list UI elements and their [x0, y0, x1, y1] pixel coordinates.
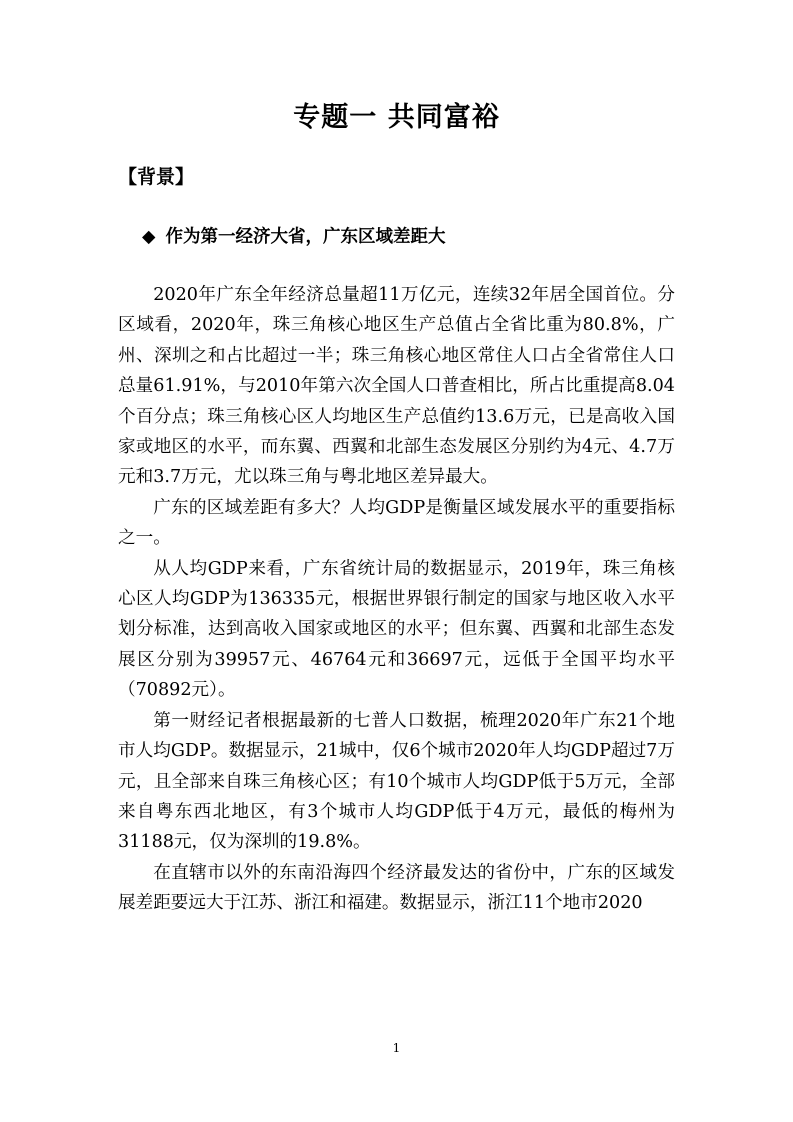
bullet-heading	[142, 222, 445, 252]
paragraph: 从人均GDP来看，广东省统计局的数据显示，2019年，珠三角核心区人均GDP为136335元，根据世界银行制定的国家与地区收入水平划分标准，达到高收入国家或地区的水平；但东翼、西翼和北部生态发展区分别为39957元、46764元和36697元，远低于全国平均水平（70892元）。	[118, 558, 675, 701]
paragraph: 2020年广东全年经济总量超11万亿元，连续32年居全国首位。分区域看，2020年，珠三角核心地区生产总值占全省比重为80.8%，广州、深圳之和占比超过一半；珠三角核心地区常住人口占全省常住人口总量61.91%，与2010年第六次全国人口普查相比，所占比重提高8.04个百分点；珠三角核心区人均地区生产总值约13.6万元，已是高收入国家或地区的水平，而东翼、西翼和北部生态发展区分别约为4元、4.7万元和3.7万元，尤以珠三角与粤北地区差异最大。	[118, 285, 675, 488]
paragraph: 在直辖市以外的东南沿海四个经济最发达的省份中，广东的区域发展差距要远大于江苏、浙江和福建。数据显示，浙江11个地市2020	[118, 862, 675, 914]
body-text	[118, 280, 675, 919]
bullet-heading-text: 作为第一经济大省，广东区域差距大	[165, 227, 446, 247]
document-title: 专题一 共同富裕	[293, 102, 500, 133]
diamond-bullet-icon: ◆	[142, 227, 156, 247]
section-heading: 【背景】	[118, 166, 195, 188]
paragraph: 广东的区域差距有多大？人均GDP是衡量区域发展水平的重要指标之一。	[118, 497, 675, 549]
paragraph: 第一财经记者根据最新的七普人口数据，梳理2020年广东21个地市人均GDP。数据显示，21城中，仅6个城市2020年人均GDP超过7万元，且全部来自珠三角核心区；有10个城市人均GDP低于5万元，全部来自粤东西北地区，有3个城市人均GDP低于4万元，最低的梅州为31188元，仅为深圳的19.8%。	[118, 710, 675, 853]
page-number: 1	[392, 1041, 401, 1055]
